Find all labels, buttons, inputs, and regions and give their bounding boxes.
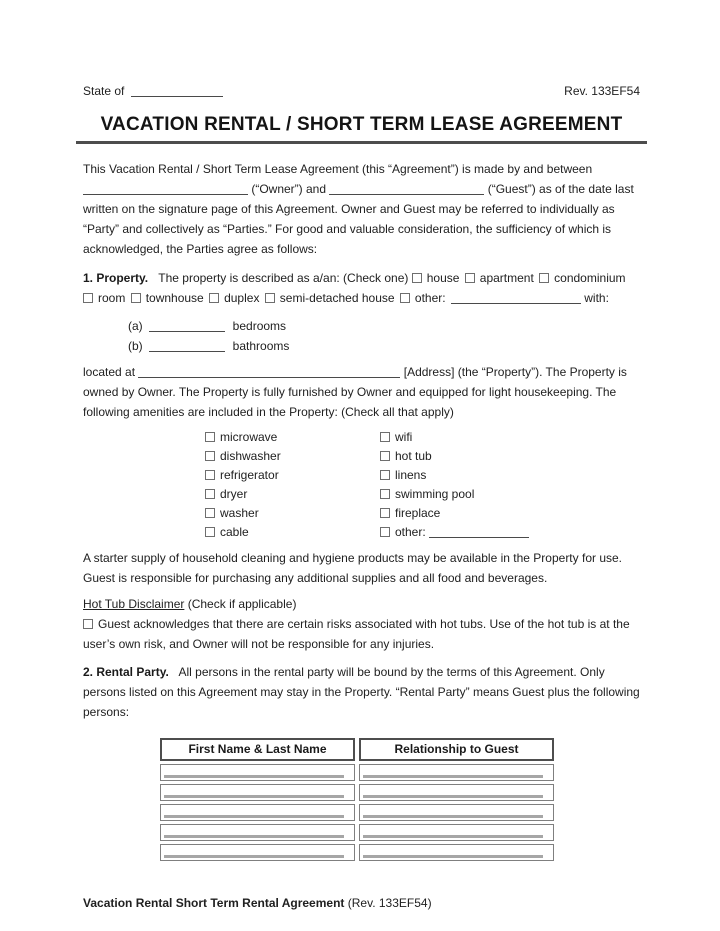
hot-tub-heading-suffix: (Check if applicable) bbox=[187, 597, 297, 611]
column-header-relationship: Relationship to Guest bbox=[359, 738, 554, 761]
owner-name-blank[interactable] bbox=[83, 183, 248, 195]
state-of-line bbox=[83, 84, 223, 98]
checkbox-swimming-pool[interactable] bbox=[380, 489, 390, 499]
checkbox-duplex[interactable] bbox=[209, 293, 219, 303]
property-heading: 1. Property. bbox=[83, 271, 149, 285]
table-row bbox=[160, 764, 554, 781]
property-section bbox=[83, 268, 640, 308]
fill-line bbox=[363, 815, 543, 818]
hot-tub-heading-line bbox=[83, 594, 640, 614]
option-label: room bbox=[98, 291, 126, 305]
rental-party-text: All persons in the rental party will be bound by the terms of this Agreement. Only persons listed on this Agreement may stay in the Property. “Rental Party” means Guest plus the following persons: bbox=[83, 665, 640, 719]
amenities-column-right bbox=[380, 428, 529, 542]
checkbox-apartment[interactable] bbox=[465, 273, 475, 283]
address-blank[interactable] bbox=[138, 366, 400, 378]
located-at-label: located at bbox=[83, 365, 136, 379]
first-name-cell[interactable] bbox=[160, 844, 355, 861]
amenities-column-left bbox=[205, 428, 380, 542]
amenity-label: other: bbox=[395, 525, 426, 539]
rental-party-table bbox=[156, 735, 558, 864]
amenity-other-blank[interactable] bbox=[429, 526, 529, 538]
located-text-after: [Address] (the “Property”). The Property is owned by Owner. The Property is fully furnished by Owner and equipped for light housekeeping. The following amenities are included in the Property: (Check all that apply) bbox=[83, 365, 627, 419]
amenity-label: dishwasher bbox=[220, 449, 281, 463]
fill-line bbox=[363, 855, 543, 858]
amenity-label: linens bbox=[395, 468, 427, 482]
located-paragraph bbox=[83, 362, 640, 422]
option-label: house bbox=[426, 271, 460, 285]
column-header-name: First Name & Last Name bbox=[160, 738, 355, 761]
bedrooms-marker: (a) bbox=[128, 319, 143, 333]
table-row bbox=[160, 804, 554, 821]
fill-line bbox=[164, 775, 344, 778]
first-name-cell[interactable] bbox=[160, 784, 355, 801]
owner-label: (“Owner”) and bbox=[251, 182, 327, 196]
intro-paragraph bbox=[83, 159, 640, 259]
fill-line bbox=[363, 835, 543, 838]
property-lead: The property is described as a/an: (Check one) bbox=[158, 271, 409, 285]
checkbox-linens[interactable] bbox=[380, 470, 390, 480]
option-label: other: bbox=[414, 291, 446, 305]
doc-meta-row bbox=[83, 84, 640, 98]
bed-bath-list bbox=[128, 316, 640, 356]
relationship-cell[interactable] bbox=[359, 764, 554, 781]
option-label: condominium bbox=[554, 271, 626, 285]
option-label: semi-detached house bbox=[279, 291, 395, 305]
bedrooms-line bbox=[128, 316, 640, 336]
relationship-cell[interactable] bbox=[359, 824, 554, 841]
checkbox-other-property[interactable] bbox=[400, 293, 410, 303]
bedrooms-label: bedrooms bbox=[232, 319, 287, 333]
fill-line bbox=[164, 855, 344, 858]
first-name-cell[interactable] bbox=[160, 764, 355, 781]
intro-text-before-owner: This Vacation Rental / Short Term Lease Agreement (this “Agreement”) is made by and between bbox=[83, 162, 593, 176]
checkbox-hot-tub[interactable] bbox=[380, 451, 390, 461]
amenity-label: washer bbox=[220, 506, 259, 520]
table-row bbox=[160, 844, 554, 861]
bathrooms-line bbox=[128, 336, 640, 356]
bathrooms-label: bathrooms bbox=[232, 339, 290, 353]
checkbox-wifi[interactable] bbox=[380, 432, 390, 442]
amenity-label: swimming pool bbox=[395, 487, 475, 501]
bathrooms-blank[interactable] bbox=[149, 340, 225, 352]
table-row bbox=[160, 784, 554, 801]
amenity-label: refrigerator bbox=[220, 468, 279, 482]
amenities-list bbox=[205, 428, 640, 542]
fill-line bbox=[164, 815, 344, 818]
hot-tub-heading: Hot Tub Disclaimer bbox=[83, 597, 185, 611]
amenity-label: fireplace bbox=[395, 506, 441, 520]
hot-tub-disclaimer bbox=[83, 594, 640, 654]
checkbox-hot-tub-disclaimer[interactable] bbox=[83, 619, 93, 629]
option-label: duplex bbox=[224, 291, 260, 305]
state-blank[interactable] bbox=[131, 85, 223, 97]
amenity-label: dryer bbox=[220, 487, 248, 501]
document-footer bbox=[83, 893, 640, 913]
relationship-cell[interactable] bbox=[359, 784, 554, 801]
checkbox-washer[interactable] bbox=[205, 508, 215, 518]
fill-line bbox=[164, 795, 344, 798]
option-label: apartment bbox=[479, 271, 534, 285]
table-row bbox=[160, 824, 554, 841]
fill-line bbox=[164, 835, 344, 838]
bedrooms-blank[interactable] bbox=[149, 320, 225, 332]
intro-text-after-guest: (“Guest”) as of the date last written on the signature page of this Agreement. Owner and Guest may be referred to individually as “Party” and collectively as “Parties.” For good and valuable consideration, the sufficiency of which is acknowledged, the Parties agree as follows: bbox=[83, 182, 634, 256]
checkbox-cable[interactable] bbox=[205, 527, 215, 537]
checkbox-refrigerator[interactable] bbox=[205, 470, 215, 480]
checkbox-condominium[interactable] bbox=[539, 273, 549, 283]
checkbox-dryer[interactable] bbox=[205, 489, 215, 499]
checkbox-fireplace[interactable] bbox=[380, 508, 390, 518]
fill-line bbox=[363, 795, 543, 798]
revision-label: Rev. 133EF54 bbox=[564, 84, 640, 98]
amenity-label: microwave bbox=[220, 430, 278, 444]
amenity-label: hot tub bbox=[395, 449, 432, 463]
with-label: with: bbox=[584, 291, 609, 305]
supplies-note: A starter supply of household cleaning and hygiene products may be available in the Property for use. Guest is responsible for purchasing any additional supplies and all food and beverages. bbox=[83, 551, 622, 585]
bathrooms-marker: (b) bbox=[128, 339, 143, 353]
checkbox-room[interactable] bbox=[83, 293, 93, 303]
option-label: townhouse bbox=[145, 291, 204, 305]
first-name-cell[interactable] bbox=[160, 824, 355, 841]
checkbox-other-amenity[interactable] bbox=[380, 527, 390, 537]
hot-tub-text: Guest acknowledges that there are certain risks associated with hot tubs. Use of the hot tub is at the user’s own risk, and Owner will not be responsible for any injuries. bbox=[83, 617, 630, 651]
relationship-cell[interactable] bbox=[359, 844, 554, 861]
amenity-label: wifi bbox=[395, 430, 413, 444]
table-header-row bbox=[160, 738, 554, 761]
page-title: VACATION RENTAL / SHORT TERM LEASE AGREEMENT bbox=[76, 114, 647, 144]
checkbox-house[interactable] bbox=[412, 273, 422, 283]
amenity-label: cable bbox=[220, 525, 249, 539]
first-name-cell[interactable] bbox=[160, 804, 355, 821]
relationship-cell[interactable] bbox=[359, 804, 554, 821]
footer-rev: (Rev. 133EF54) bbox=[347, 896, 432, 910]
fill-line bbox=[363, 775, 543, 778]
checkbox-dishwasher[interactable] bbox=[205, 451, 215, 461]
rental-party-section bbox=[83, 662, 640, 722]
checkbox-townhouse[interactable] bbox=[131, 293, 141, 303]
state-of-label: State of bbox=[83, 84, 125, 98]
checkbox-semi-detached-house[interactable] bbox=[265, 293, 275, 303]
hot-tub-statement bbox=[83, 614, 640, 654]
footer-title: Vacation Rental Short Term Rental Agreement bbox=[83, 896, 345, 910]
checkbox-microwave[interactable] bbox=[205, 432, 215, 442]
rental-party-heading: 2. Rental Party. bbox=[83, 665, 169, 679]
guest-name-blank[interactable] bbox=[329, 183, 484, 195]
property-other-blank[interactable] bbox=[451, 292, 581, 304]
